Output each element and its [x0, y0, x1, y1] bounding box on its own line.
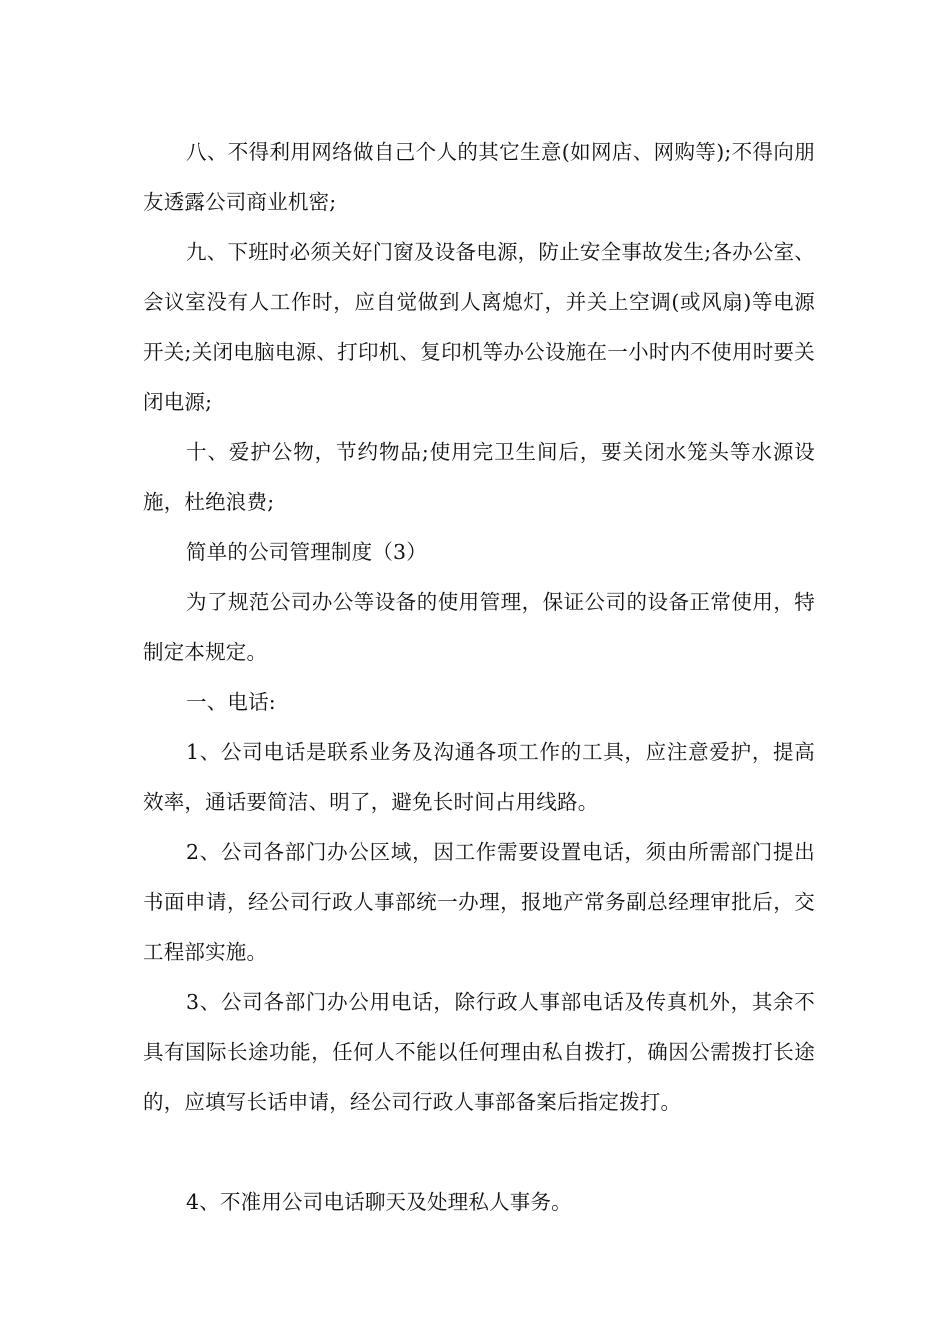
phone-rule-3: 3、公司各部门办公用电话，除行政人事部电话及传真机外，其余不具有国际长途功能，任何人不能以任何理由私自拨打，确因公需拨打长途的，应填写长话申请，经公司行政人事部备案后指定拨打。	[143, 990, 815, 1114]
paragraph-8: 八、不得利用网络做自己个人的其它生意(如网店、网购等);不得向朋友透露公司商业机密;	[143, 140, 815, 214]
phone-rule-4: 4、不准用公司电话聊天及处理私人事务。	[186, 1190, 572, 1214]
paragraph-10: 十、爱护公物，节约物品;使用完卫生间后，要关闭水笼头等水源设施，杜绝浪费;	[143, 440, 815, 514]
paragraph-9: 九、下班时必须关好门窗及设备电源，防止安全事故发生;各办公室、会议室没有人工作时，应自觉做到人离熄灯，并关上空调(或风扇)等电源开关;关闭电脑电源、打印机、复印机等办公设施在一小时内不使用时要关闭电源;	[143, 240, 815, 414]
phone-rule-1: 1、公司电话是联系业务及沟通各项工作的工具，应注意爱护，提高效率，通话要简洁、明了，避免长时间占用线路。	[143, 740, 815, 814]
phone-heading: 一、电话:	[186, 690, 276, 714]
phone-rule-2: 2、公司各部门办公区域，因工作需要设置电话，须由所需部门提出书面申请，经公司行政人事部统一办理，报地产常务副总经理审批后，交工程部实施。	[143, 840, 815, 964]
intro-paragraph: 为了规范公司办公等设备的使用管理，保证公司的设备正常使用，特制定本规定。	[143, 590, 815, 664]
section-title: 简单的公司管理制度（3）	[186, 540, 427, 564]
